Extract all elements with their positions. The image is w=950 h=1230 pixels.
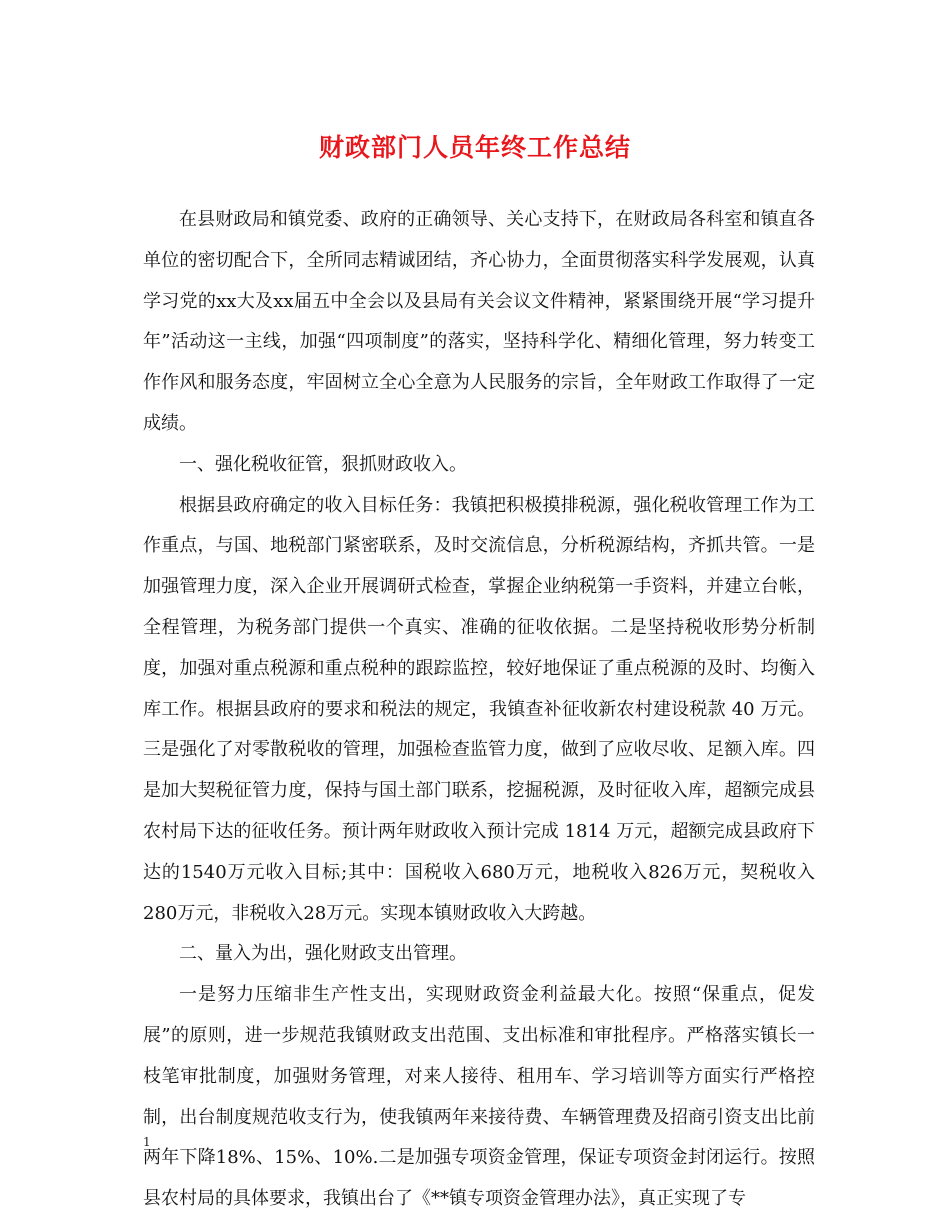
section-heading-2: 二、量入为出，强化财政支出管理。: [179, 943, 467, 965]
paragraph-expenditure: 一是努力压缩非生产性支出，实现财政资金利益最大化。按照“保重点，促发展”的原则，进一步规范我镇财政支出范围、支出标准和审批程序。严格落实镇长一枝笔审批制度，加强财务管理，对来人接待、租用车、学习培训等方面实行严格控制，出台制度规范收支行为，使我镇两年来接待费、车辆管理费及招商引资支出比前两年下降18%、15%、10%.二是加强专项资金管理，保证专项资金封闭运行。按照县农村局的具体要求，我镇出台了《**镇专项资金管理办法》，真正实现了专: [143, 984, 815, 1210]
document-title: 财政部门人员年终工作总结: [318, 133, 631, 162]
document-body: [143, 200, 815, 1220]
section-heading-1: 一、强化税收征管，狠抓财政收入。: [179, 453, 467, 475]
page-number: 1: [143, 1135, 151, 1149]
paragraph-tax-collection: 根据县政府确定的收入目标任务：我镇把积极摸排税源，强化税收管理工作为工作重点，与国、地税部门紧密联系，及时交流信息，分析税源结构，齐抓共管。一是加强管理力度，深入企业开展调研式检查，掌握企业纳税第一手资料，并建立台帐，全程管理，为税务部门提供一个真实、准确的征收依据。二是坚持税收形势分析制度，加强对重点税源和重点税种的跟踪监控，较好地保证了重点税源的及时、均衡入库工作。根据县政府的要求和税法的规定，我镇查补征收新农村建设税款 40 万元。三是强化了对零散税收的管理，加强检查监管力度，做到了应收尽收、足额入库。四是加大契税征管力度，保持与国土部门联系，挖掘税源，及时征收入库，超额完成县农村局下达的征收任务。预计两年财政收入预计完成 1814 万元，超额完成县政府下达的1540万元收入目标;其中：国税收入680万元，地税收入826万元，契税收入280万元，非税收入28万元。实现本镇财政收入大跨越。: [143, 494, 815, 924]
paragraph-intro: 在县财政局和镇党委、政府的正确领导、关心支持下，在财政局各科室和镇直各单位的密切配合下，全所同志精诚团结，齐心协力，全面贯彻落实科学发展观，认真学习党的xx大及xx届五中全会以及县局有关会议文件精神，紧紧围绕开展“学习提升年”活动这一主线，加强“四项制度”的落实，坚持科学化、精细化管理，努力转变工作作风和服务态度，牢固树立全心全意为人民服务的宗旨，全年财政工作取得了一定成绩。: [143, 209, 815, 434]
